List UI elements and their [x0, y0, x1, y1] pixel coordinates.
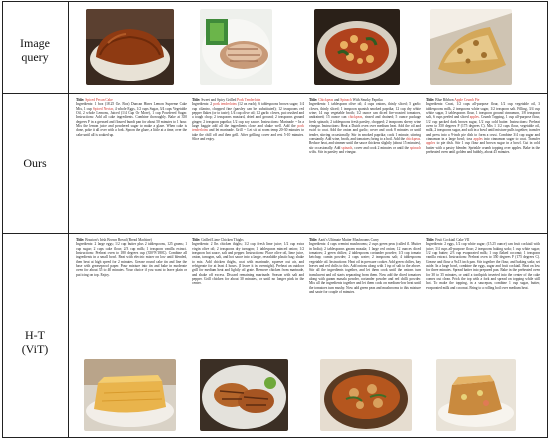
recipe-title-label: Title:	[76, 238, 85, 242]
row-divider-query	[2, 93, 548, 94]
row-label-line: (ViT)	[21, 342, 49, 356]
row-label-line: Image	[20, 36, 50, 50]
row-label-line: query	[21, 50, 49, 64]
recipe-title: Grilled Lime Chicken Thighs	[201, 238, 244, 242]
recipe-title: Blue Ribbon Apple Crumb Pie	[435, 98, 480, 102]
apple-crumble-photo	[430, 9, 512, 85]
curry-bowl-photo	[320, 359, 412, 431]
recipe-title-label: Title:	[309, 98, 318, 102]
recipe-body: Ingredients: Crust, 1/2 cups all-purpose flour, 1/2 cup vegetable oil, 3 tablespoons milk, 2 teaspoons white sugar, 1/2 teaspoon salt. Filling, 3/4 cup white sugar, 3 tablespoons flour, 1 teaspoon ground cinnamon, 1/8 teaspoon salt, 6 cups peeled and sliced apples. Crumb Topping, 1 cup all-purpose flour, 1/2 cup packed dark brown sugar, 1/2 cup cold butter. Instructions: Preheat oven to 350 degrees F (175 degrees C). Mix 1 1/2 cups flour, vegetable oil, milk, 2 teaspoons sugar, and salt in a bowl until mixture pulls together; transfer and press into a 9-inch pie dish to form a crust. Combine 3/4 cup sugar and cinnamon in a large bowl; toss apples into cinnamon sugar to coat. Transfer apples to pie dish. Stir 1 cup flour and brown sugar in a bowl. Cut in cold butter with a pastry blender. Sprinkle crumb topping over apples. Bake in the preheated oven until golden and bubbly, about 45 minutes.	[426, 102, 540, 155]
recipe-title-label: Title:	[426, 98, 435, 102]
label-column-divider	[68, 1, 69, 438]
recipe-body: Ingredients: 4 cups cremini mushrooms; 2 cups green peas (called fl. Mutter in India); 2 tablespoons garam masala; 1 large red onion; 12 ounces diced tomatoes; 2 green chilies; 2 tablespoons coriander powder; 1/3 cup tomato ketchup; cumin powder; 2 cups water; 2 teaspoons salt; 4 tablespoons vegetable oil. Instructions: Heat oil in pressure cooker. Add green chilies, bay leaves and red chilis to this. Add onions along with 1 tsp of salt to the above. Stir all the ingredients together, and let them cook until the onions turn translucent and oil starts separating from them. Now add the diced tomatoes along with garam masala powder, coriander powder and red chilli powder. Mix all the ingredients together and let them cook on medium-low heat until the tomatoes turn mushy. Now add green peas and mushrooms to this mixture and saute for couple of minutes.	[309, 242, 421, 295]
ours-recipe-col3	[309, 98, 421, 228]
row-label-image-query	[3, 36, 67, 64]
recipe-title-label: Title:	[309, 238, 318, 242]
ht-recipe-col1	[76, 238, 187, 354]
recipe-title: Fruit Cocktail Cake VII	[435, 238, 470, 242]
recipe-title: Chickpeas and Spinach With Smoky Paprika	[318, 98, 383, 102]
recipe-body: Ingredients: 2 pork tenderloins (12 oz each); 6 tablespoons brown sugar; 1/4 cup cilantro, chopped fine (parsley can be substituted); 12 teaspoons red pepper flakes (or to taste); 1/4 cup olive oil; 12 garlic cloves, put crushed and a tough chop; 2 teaspoons mustard, dried and ground; 2 teaspoons ground ginger; 2 teaspoon paprika; 1/2 cup soy sauce. Instructions: Marinade -- In a large baggie add all the ingredients close and shake well. Add the pork tenderloins and let marinade. Grill -- Let sit at room temp 20-30 minutes to take the chill off and then grill. After grilling cover and rest 5-10 minutes. Slice and enjoy.	[192, 102, 304, 142]
recipe-title-label: Title:	[76, 98, 85, 102]
recipe-body: Ingredients: 1 box (18.25 Oz. Box) Duncan Hines Lemon Supreme Cake Mix, 1 cup Spiced Nectar, 4 whole Eggs, 1/2 cups Sugar, 3/4 cups Vegetable Oil, 2 whole Lemons, Juiced (1/4 Cup Or More), 1 cup Powdered Sugar. Instructions: Add all cake ingredients. Combine thoroughly. Bake at 350 degrees F in a greased and floured bundt pan for about 50 minutes to 1 hour. Mix the lemon juice and powdered sugar to make a glaze. When cake is done, poke it all over with a fork. Spoon the glaze, a little at a time, over the cake until all is soaked up.	[76, 102, 187, 137]
recipe-title: Braxton's Irish Brown Bread (Bread Machine)	[85, 238, 152, 242]
chickpea-spinach-photo	[314, 9, 400, 85]
recipe-title-label: Title:	[426, 238, 435, 242]
row-divider-ours	[2, 233, 548, 234]
grilled-chicken-photo	[200, 359, 288, 431]
ht-recipe-col3	[309, 238, 421, 354]
recipe-title: Aarti's Ultimate Mutter Mushrooms Curry	[318, 238, 379, 242]
recipe-body: Ingredients: 2 eggs, 1/2 cup white sugar; (15.25 ounce) can fruit cocktail with juice; 3/4 cups all-purpose flour; 2 teaspoons baking soda; 1 cup white sugar; 1/2 cup butter; 2/3 cup evaporated milk; 1 cup flaked coconut; 1 teaspoon vanilla extract. Instructions: Preheat oven to 350 degrees F (175 degrees C). Grease and flour a 9x13 inch pan. Stir together the flour, and baking soda; set aside. In a large bowl, combine the eggs, sugar and fruit cocktail. Beat on low for three minutes. Spread batter into prepared pan. Bake in the preheated oven for 30 to 35 minutes, or until a toothpick inserted into the center of the cake comes out clean. Prick the top with a fork and spread on topping while still hot. To make the topping, in a saucepan, combine 1 cup sugar, butter, evaporated milk and coconut. Bring to a rolling boil over medium heat.	[426, 242, 540, 290]
fruit-cake-photo	[436, 359, 516, 431]
pound-cake-photo	[86, 9, 174, 85]
ht-recipe-col4	[426, 238, 540, 354]
row-label-ours	[3, 156, 67, 170]
row-label-line: H-T	[25, 328, 45, 342]
ht-recipe-col2	[192, 238, 304, 354]
recipe-body: Ingredients: 2 large eggs; 1/2 cup butter plus 2 tablespoons, 125 grams; 1 cup sugar; 2 cups cake flour; 2/3 cup milk; 1 teaspoon vanilla extract. Instructions: Preheat oven to 180 degrees cup (350°F/180C). Combine all ingredients in a small bowl. Beat with electric mixer on low until blended, then beat at high speed for 2 minutes. Grease round cake tin and line the base with greaseproof paper. Pour mixture into tin and bake in moderate oven for about 35 to 40 minutes. Your choice if you want to leave plain or put icing on top. Enjoy.	[76, 242, 187, 277]
ours-recipe-col2	[192, 98, 304, 228]
recipe-title: Sweet and Spicy Grilled Pork Tenderloin	[201, 98, 261, 102]
recipe-title-label: Title:	[192, 238, 201, 242]
recipe-title: Spiced Pecan Cake	[85, 98, 113, 102]
recipe-title-label: Title:	[192, 98, 201, 102]
row-label-line: Ours	[23, 156, 47, 170]
sliced-pork-photo	[200, 9, 272, 85]
ours-recipe-col1	[76, 98, 187, 228]
row-label-ht-vit	[3, 328, 67, 356]
recipe-body: Ingredients: 2 lbs chicken thighs; 1/2 cup fresh lime juice; 1/2 cup extra virgin olive oil; 2 teaspoons dry tarragon; 1 tablespoon minced onion; 1/2 teaspoon hot sauce, salt and pepper. Instructions: Place olive oil, lime juice, onion, tarragon, salt, and hot sauce into a large, resealable plastic bag; shake to mix. Add chicken thighs, coat with marinade, squeeze out air, and refrigerate for at least 4 hours. (I leave it in overnight). Preheat an outdoor grill for medium heat and lightly oil grate. Remove chicken from marinade, and shake off excess. Discard remaining marinade. Season with salt and pepper. Grill chicken for about 30 minutes, or until no longer pink in the center.	[192, 242, 304, 286]
recipe-body: Ingredients: 1 tablespoon olive oil; 4 cups onions, thinly sliced; 5 garlic cloves, thinly sliced; 1 teaspoon spanish smoked paprika; 12 cup dry white wine; 14 cup vegetable broth; 1/2 ounce can diced fire-roasted tomatoes, undrained; 15 ounce can chickpeas, rinsed and drained; 5 ounce package fresh spinach; 2 tablespoons fresh parsley, chopped; 2 teaspoons sherry wine vinegar. Instructions: Heat a Dutch oven over medium heat. Add the oil and swirl to coat. Add the onion and garlic; cover and cook 8 minutes or until tender, stirring occasionally. Stir in smoked paprika; cook 1 minute, stirring constantly. Add wine, broth, and tomatoes; bring to a boil. Add the chickpeas. Reduce heat, and simmer until the sauce thickens slightly (about 15 minutes), stir occasionally. Add spinach, cover and cook 2 minutes or until the spinach wilts. Stir in parsley and vinegar.	[309, 102, 421, 155]
ours-recipe-col4	[426, 98, 540, 228]
sponge-cake-photo	[84, 359, 176, 431]
